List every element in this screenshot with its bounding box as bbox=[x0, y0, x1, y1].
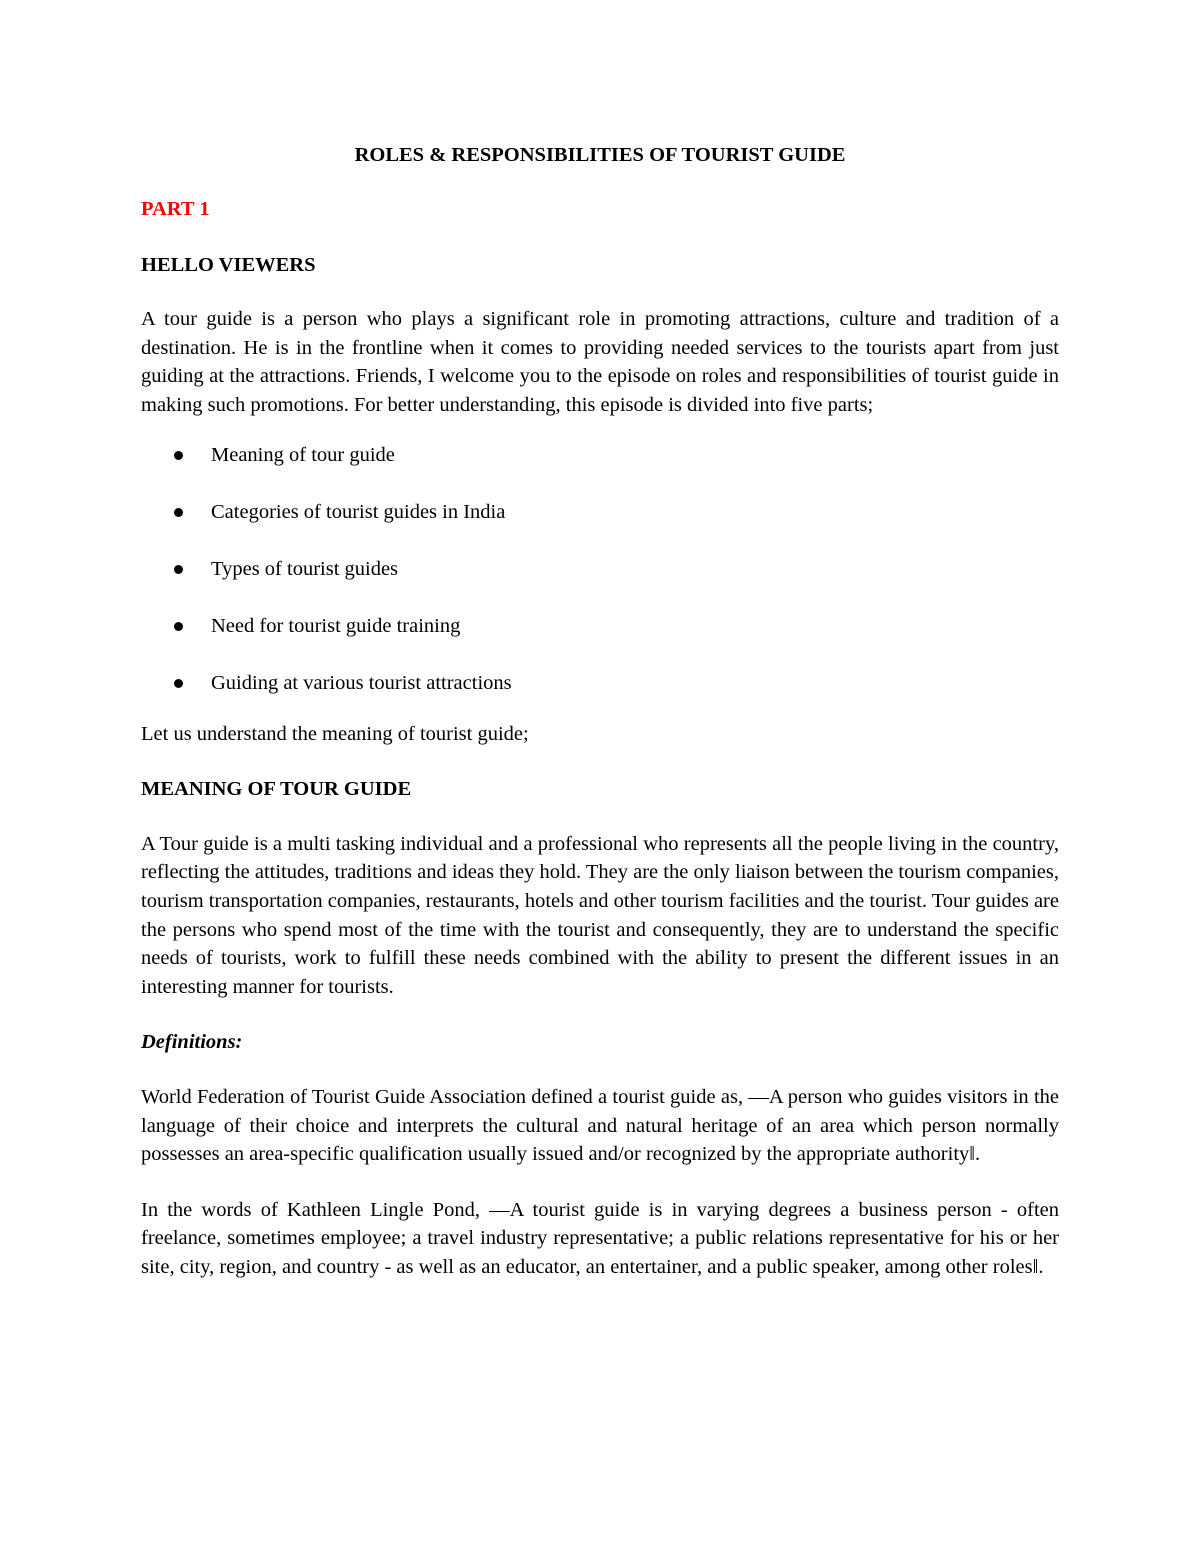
list-item-text: Guiding at various tourist attractions bbox=[211, 671, 512, 694]
transition-line: Let us understand the meaning of tourist guide; bbox=[141, 722, 529, 745]
definition-paragraph-1: World Federation of Tourist Guide Association defined a tourist guide as, ―A person who guides visitors in the language of their choice and interprets the cultural and natural heritage of an area which person normally possesses an area-specific qualification usually issued and/or recognized by the appropriate authority‖. bbox=[141, 1085, 1059, 1166]
list-item bbox=[141, 669, 1059, 698]
part-label: PART 1 bbox=[141, 198, 210, 220]
list-item-text: Types of tourist guides bbox=[211, 557, 399, 580]
intro-paragraph: A tour guide is a person who plays a significant role in promoting attractions, culture and tradition of a destination. He is in the frontline when it comes to providing needed services to the tourists apart from just guiding at the attractions. Friends, I welcome you to the episode on roles and responsibilities of tourist guide in making such promotions. For better understanding, this episode is divided into five parts; bbox=[141, 308, 1059, 416]
list-item bbox=[141, 612, 1059, 641]
bullet-icon bbox=[174, 508, 183, 517]
list-item-text: Meaning of tour guide bbox=[211, 443, 395, 466]
list-item bbox=[141, 441, 1059, 470]
list-item bbox=[141, 498, 1059, 527]
list-item-text: Categories of tourist guides in India bbox=[211, 500, 506, 523]
bullet-icon bbox=[174, 451, 183, 460]
bullet-icon bbox=[174, 679, 183, 688]
bullet-icon bbox=[174, 565, 183, 574]
parts-list bbox=[141, 441, 1059, 698]
document-page bbox=[141, 141, 1059, 1281]
definitions-heading: Definitions: bbox=[141, 1031, 243, 1054]
bullet-icon bbox=[174, 622, 183, 631]
document-title: ROLES & RESPONSIBILITIES OF TOURIST GUIDE bbox=[354, 144, 846, 166]
list-item bbox=[141, 555, 1059, 584]
definition-paragraph-2: In the words of Kathleen Lingle Pond, ―A tourist guide is in varying degrees a business person - often freelance, sometimes employee; a travel industry representative; a public relations representative for his or her site, city, region, and country - as well as an educator, an entertainer, and a public speaker, among other roles‖. bbox=[141, 1198, 1059, 1278]
meaning-paragraph: A Tour guide is a multi tasking individual and a professional who represents all the people living in the country, reflecting the attitudes, traditions and ideas they hold. They are the only liaison between the tourism companies, tourism transportation companies, restaurants, hotels and other tourism facilities and the tourist. Tour guides are the persons who spend most of the time with the tourist and consequently, they are to understand the specific needs of tourists, work to fulfill these needs combined with the ability to present the different issues in an interesting manner for tourists. bbox=[141, 832, 1059, 998]
meaning-heading: MEANING OF TOUR GUIDE bbox=[141, 778, 412, 801]
list-item-text: Need for tourist guide training bbox=[211, 614, 461, 637]
greeting-heading: HELLO VIEWERS bbox=[141, 253, 316, 276]
